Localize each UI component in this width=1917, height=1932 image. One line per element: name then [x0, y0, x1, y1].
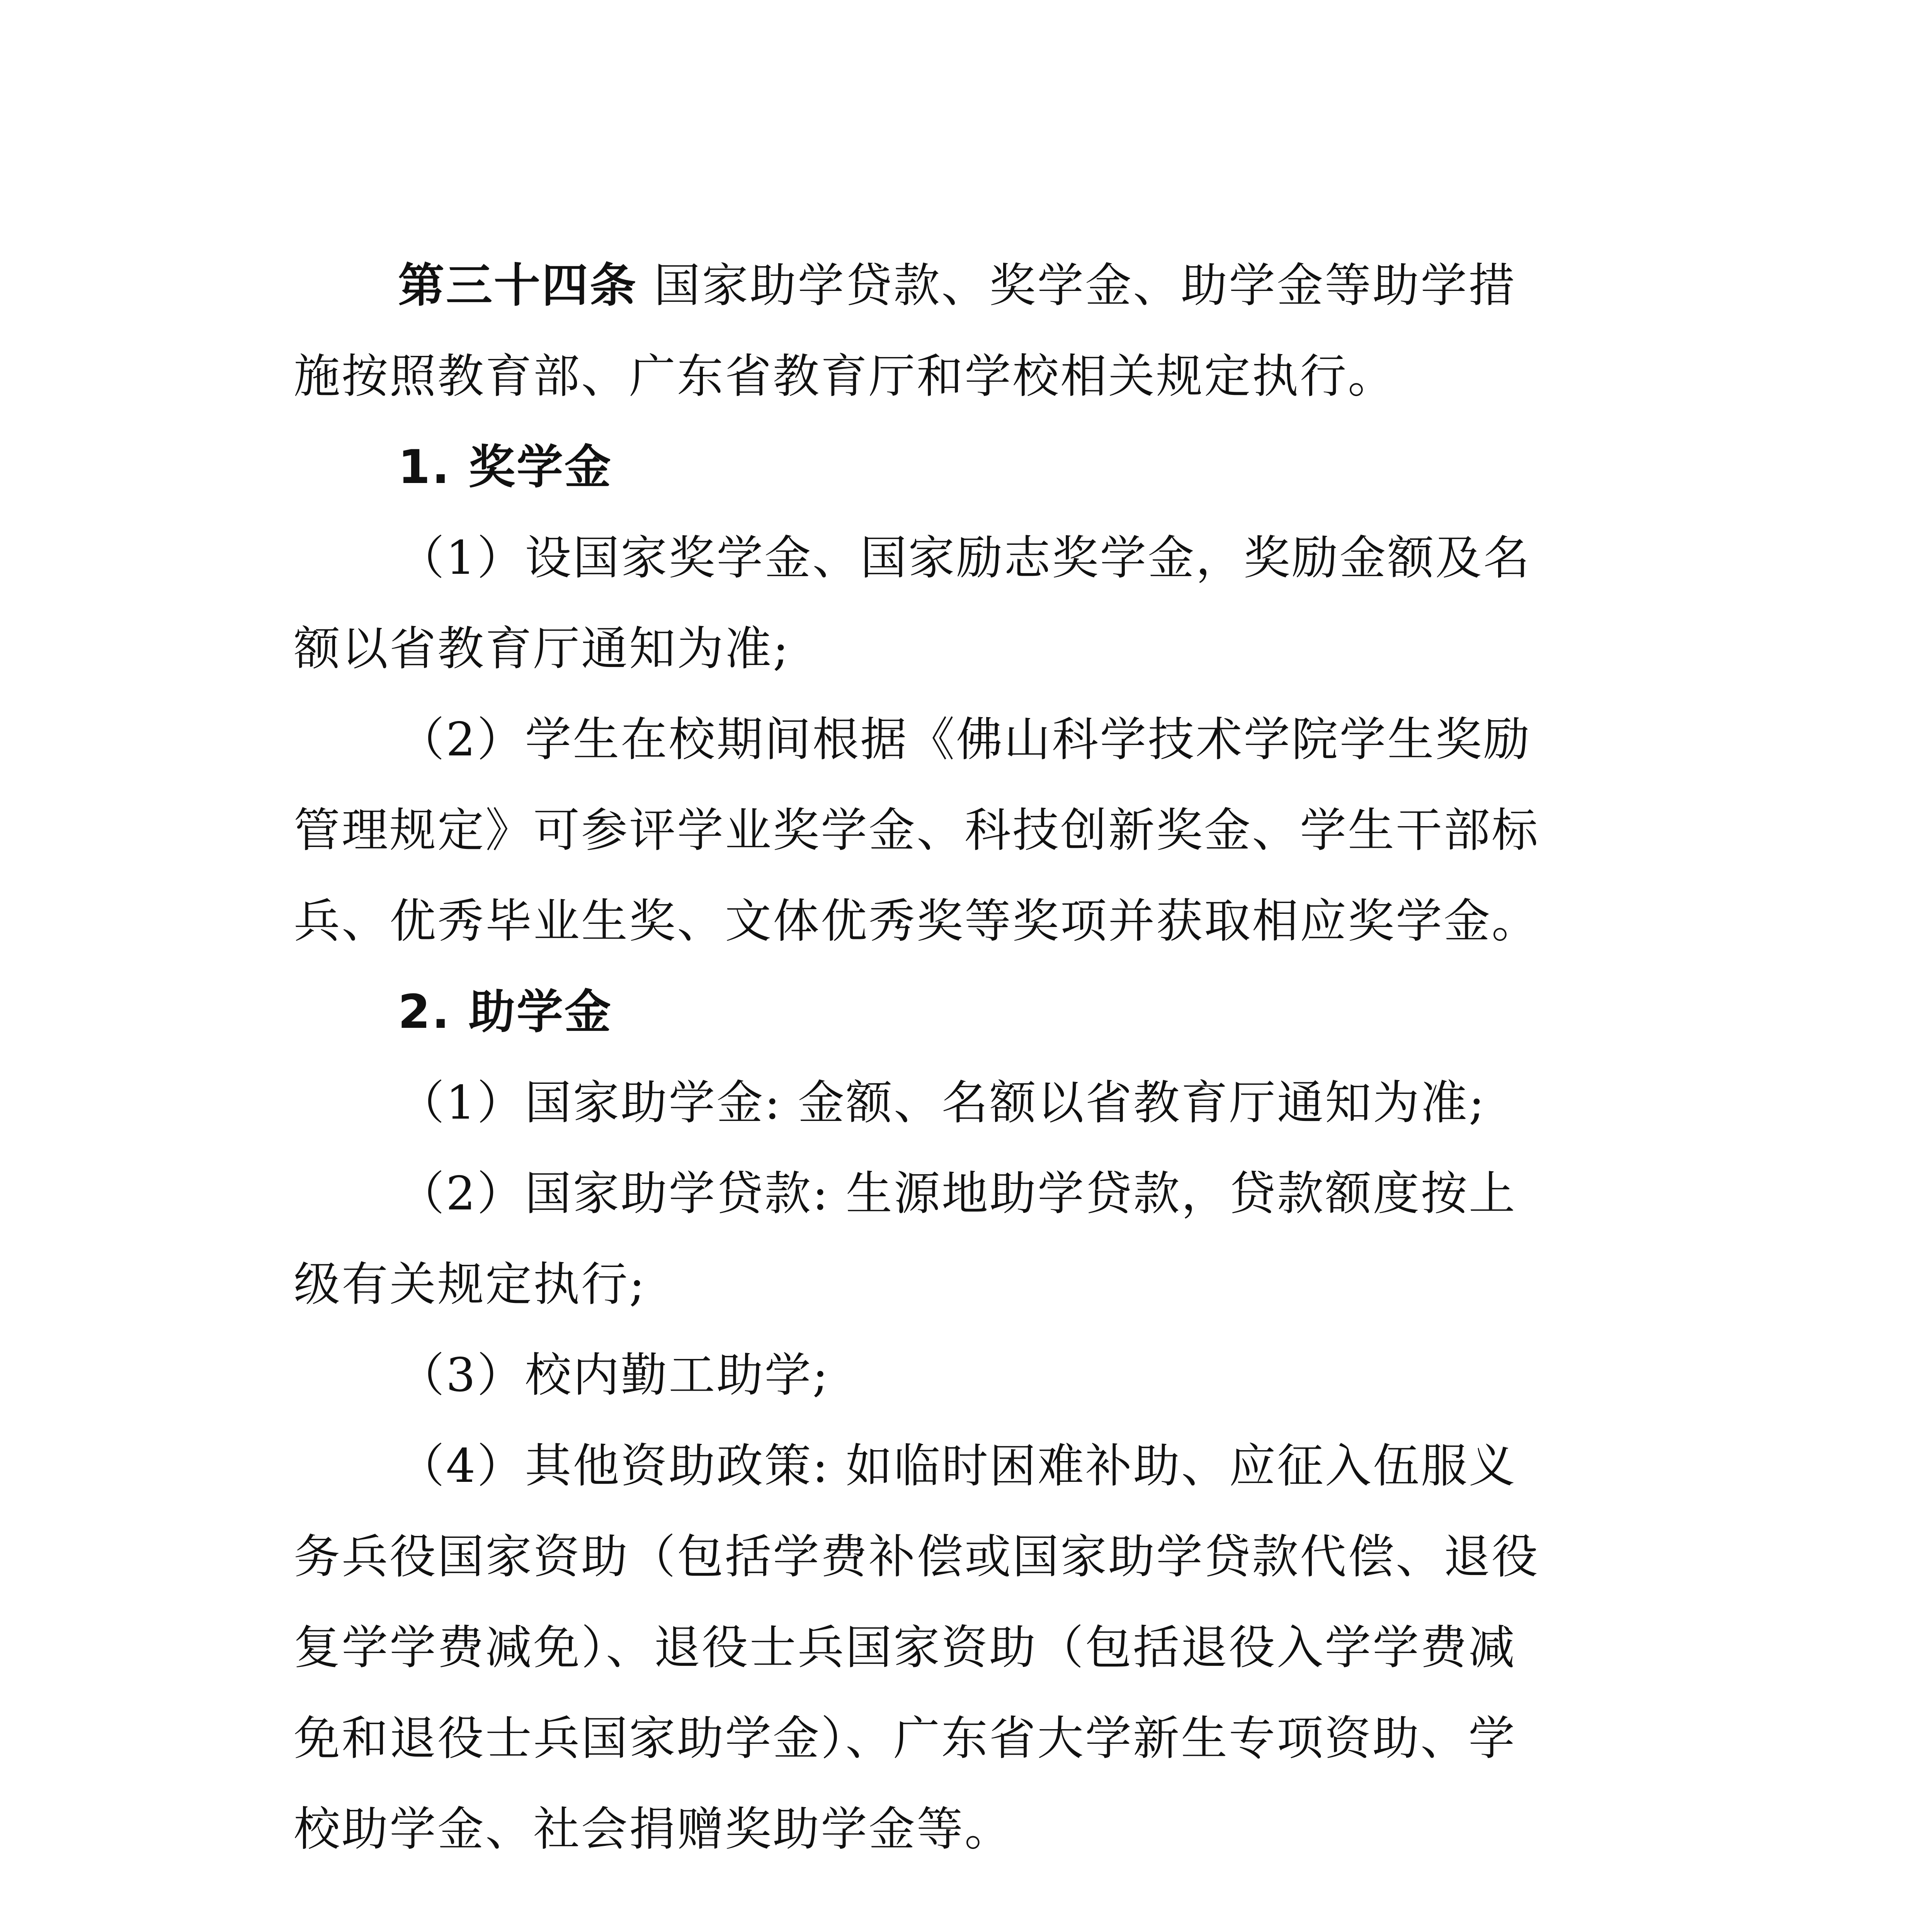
scholarship-item-2-line-2: 管理规定》可参评学业奖学金、科技创新奖金、学生干部标 [294, 804, 1539, 857]
grant-item-2-line-1: （2）国家助学贷款: 生源地助学贷款，贷款额度按上 [398, 1167, 1517, 1221]
article-34-line-2: 施按照教育部、广东省教育厅和学校相关规定执行。 [294, 350, 1396, 403]
article-34-text: 国家助学贷款、奖学金、助学金等助学措 [638, 259, 1517, 313]
grant-item-4-line-4: 免和退役士兵国家助学金）、广东省大学新生专项资助、学 [294, 1712, 1516, 1765]
scholarship-heading: 1. 奖学金 [398, 440, 612, 494]
grant-item-4-line-3: 复学学费减免）、退役士兵国家资助（包括退役入学学费减 [294, 1621, 1516, 1675]
grant-item-4-line-1: （4）其他资助政策: 如临时困难补助、应征入伍服义 [398, 1439, 1517, 1493]
grant-heading: 2. 助学金 [398, 985, 612, 1039]
article-34-line-1 [398, 255, 1516, 317]
article-34-heading: 第三十四条 [398, 259, 638, 313]
grant-item-2-line-2: 级有关规定执行; [294, 1258, 646, 1311]
scholarship-item-2-line-1: （2）学生在校期间根据《佛山科学技术学院学生奖励 [398, 713, 1531, 767]
scholarship-item-2-line-3: 兵、优秀毕业生奖、文体优秀奖等奖项并获取相应奖学金。 [294, 895, 1539, 948]
scholarship-item-1-line-1: （1）设国家奖学金、国家励志奖学金，奖励金额及名 [398, 531, 1531, 585]
grant-item-1-line-1: （1）国家助学金: 金额、名额以省教育厅通知为准; [398, 1076, 1486, 1130]
grant-item-3-line-1: （3）校内勤工助学; [398, 1349, 830, 1402]
grant-item-4-line-2: 务兵役国家资助（包括学费补偿或国家助学贷款代偿、退役 [294, 1530, 1539, 1584]
scholarship-item-1-line-2: 额以省教育厅通知为准; [294, 622, 790, 676]
grant-item-4-line-5: 校助学金、社会捐赠奖助学金等。 [294, 1803, 1012, 1856]
